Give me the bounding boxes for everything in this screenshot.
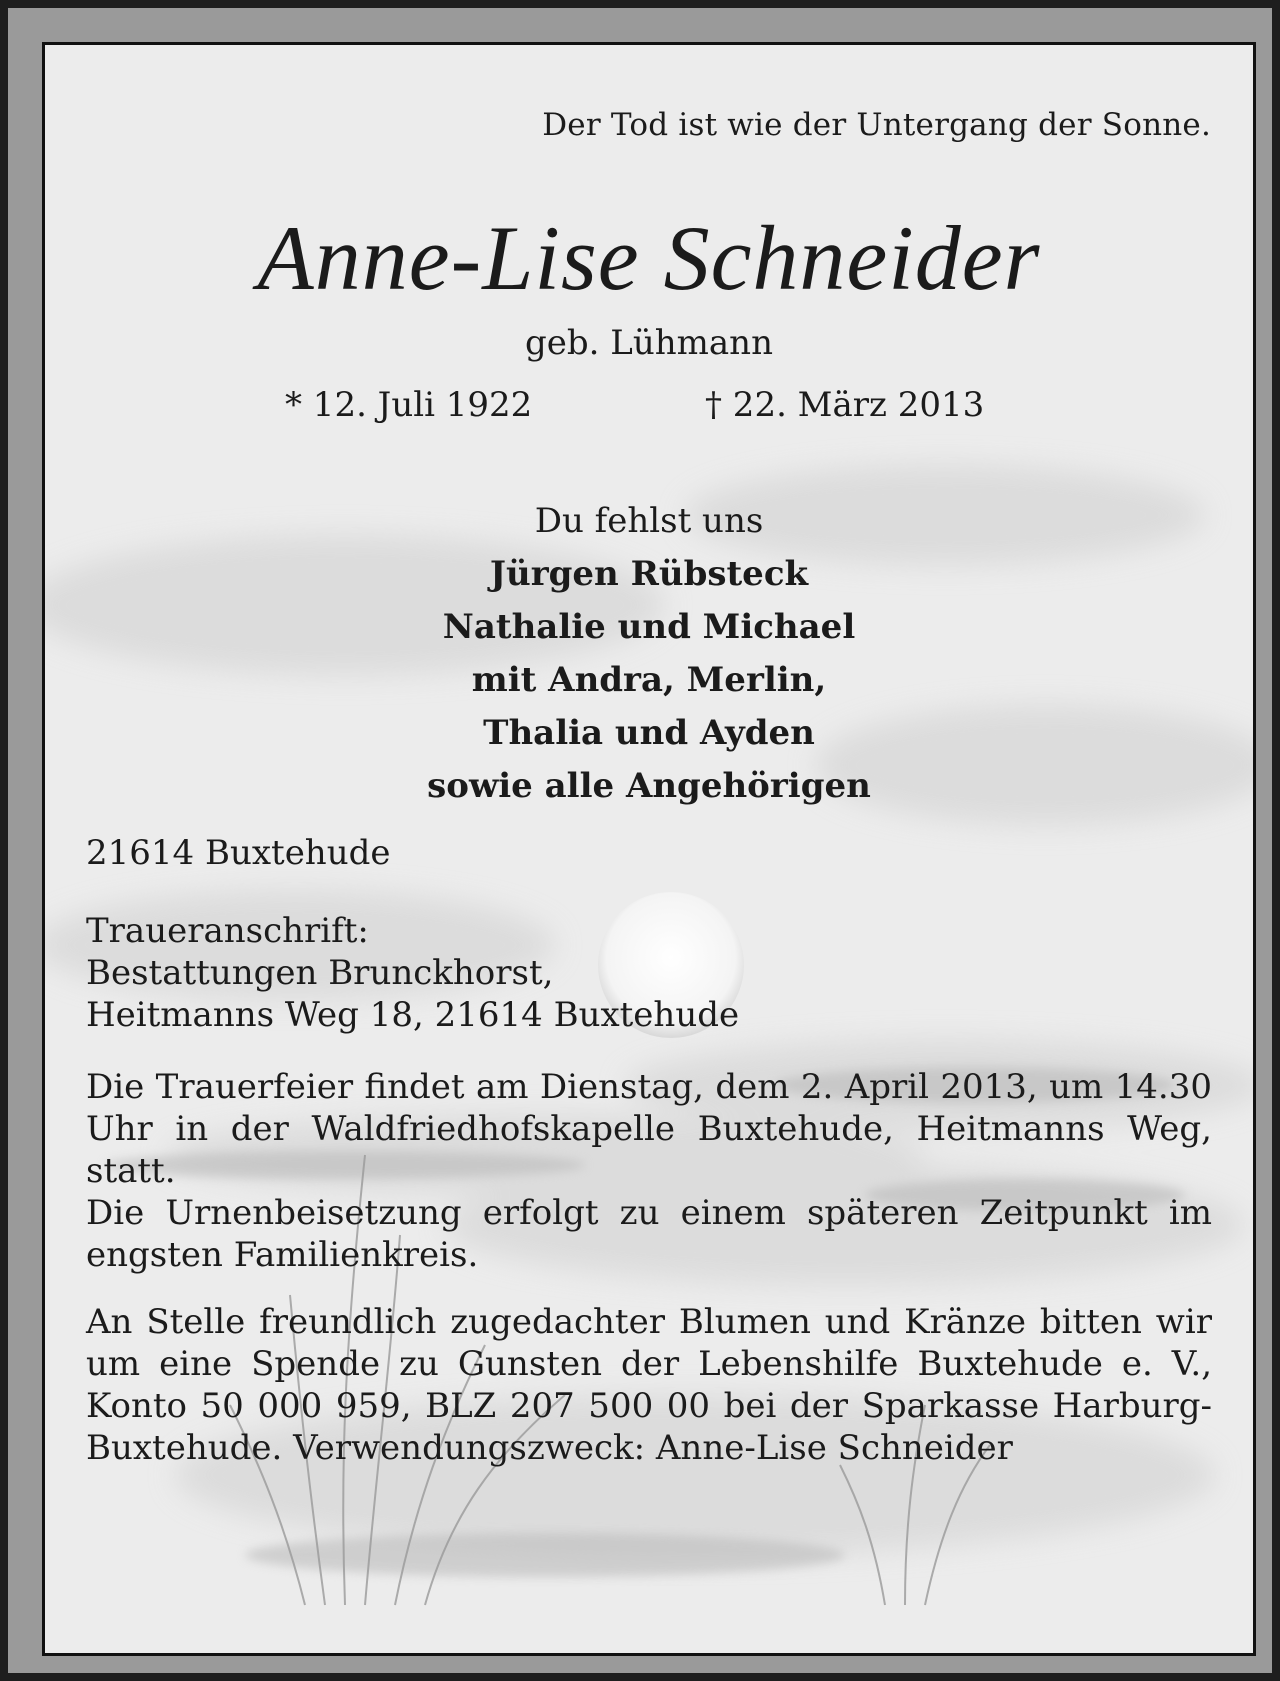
deceased-name: Anne-Lise Schneider bbox=[257, 207, 1041, 309]
mourners-block bbox=[45, 495, 1253, 813]
address-line: Heitmanns Weg 18, 21614 Buxtehude bbox=[86, 995, 740, 1035]
mourner-line: mit Andra, Merlin, bbox=[471, 660, 827, 700]
birth-date: * 12. Juli 1922 bbox=[285, 385, 533, 425]
mourner-line: Jürgen Rübsteck bbox=[489, 554, 809, 594]
motto: Der Tod ist wie der Untergang der Sonne. bbox=[542, 107, 1211, 143]
place-text: 21614 Buxtehude bbox=[86, 833, 391, 873]
death-date: † 22. März 2013 bbox=[705, 385, 985, 425]
donation-block bbox=[86, 1301, 1212, 1469]
ceremony-text: Die Trauerfeier findet am Dienstag, dem 2. April 2013, um 14.30 Uhr in der Waldfriedhofskapelle Buxtehude, Heitmanns Weg, statt. bbox=[86, 1067, 1212, 1191]
donation-text: An Stelle freundlich zugedachter Blumen und Kränze bitten wir um eine Spende zu Gunsten der Lebenshilfe Buxtehude e. V., Konto 50 000 959, BLZ 207 500 00 bei der Sparkasse Harburg-Buxtehude. Verwendungszweck: Anne-Lise Schneider bbox=[86, 1302, 1212, 1468]
mourners-intro: Du fehlst uns bbox=[534, 501, 764, 541]
place-line bbox=[86, 832, 1212, 874]
ceremony-block bbox=[86, 1066, 1212, 1276]
mourning-address bbox=[86, 910, 1212, 1036]
maiden-name: geb. Lühmann bbox=[525, 323, 773, 363]
obituary-card bbox=[42, 42, 1256, 1656]
mourner-line: Nathalie und Michael bbox=[442, 607, 856, 647]
address-line: Bestattungen Brunckhorst, bbox=[86, 953, 554, 993]
address-label: Traueranschrift: bbox=[86, 911, 369, 951]
mourner-line: Thalia und Ayden bbox=[483, 713, 815, 753]
urn-burial-text: Die Urnenbeisetzung erfolgt zu einem späteren Zeitpunkt im engsten Familienkreis. bbox=[86, 1193, 1212, 1275]
mourner-line: sowie alle Angehörigen bbox=[427, 766, 871, 806]
